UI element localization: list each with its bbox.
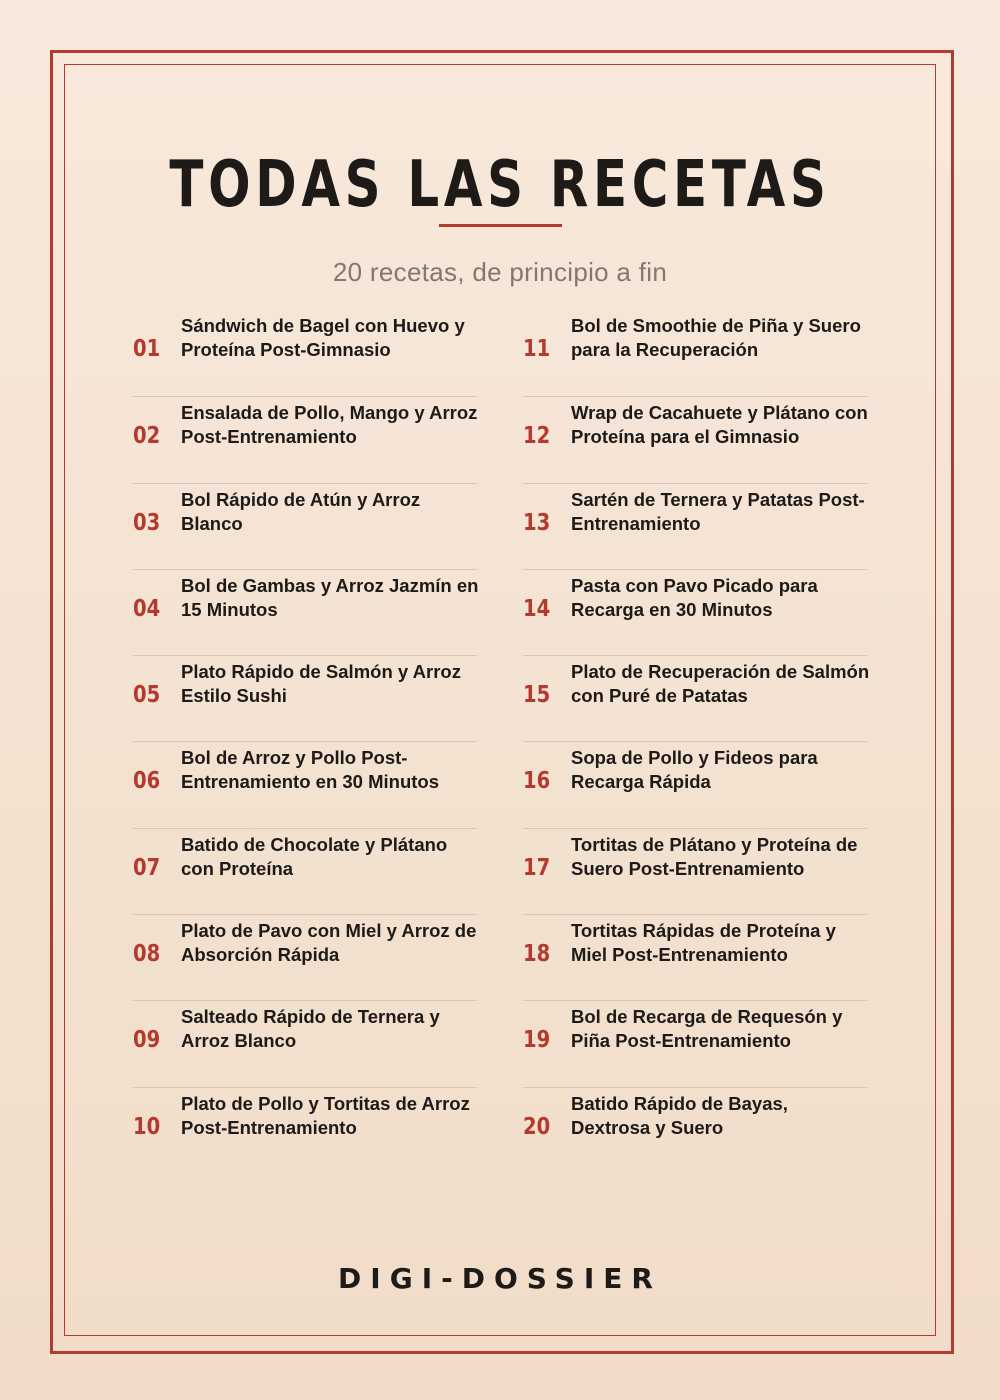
recipe-name: Plato Rápido de Salmón y Arroz Estilo Sushi [181,661,461,707]
recipe-item [523,914,867,1000]
recipe-item [133,483,477,569]
recipe-item [523,828,867,914]
recipe-name: Batido Rápido de Bayas, Dextrosa y Suero [571,1092,788,1138]
recipe-number: 09 [133,1027,161,1054]
recipe-name: Pasta con Pavo Picado para Recarga en 30 Minutos [571,574,818,620]
recipe-number: 05 [133,682,161,709]
recipe-name: Plato de Recuperación de Salmón con Puré de Patatas [571,661,870,707]
recipe-item [523,1087,867,1173]
recipe-item [523,1000,867,1086]
recipe-number: 02 [133,423,161,450]
recipe-number: 10 [133,1113,161,1140]
recipe-number: 13 [523,509,551,536]
recipe-number: 01 [133,336,161,362]
recipe-item [133,1087,477,1173]
recipe-name: Wrap de Cacahuete y Plátano con Proteína para el Gimnasio [571,402,868,448]
recipe-item [523,741,867,827]
recipe-number: 12 [523,423,551,450]
recipe-item [133,569,477,655]
recipe-name: Batido de Chocolate y Plátano con Proteína [181,833,448,879]
recipe-number: 18 [523,941,551,968]
recipe-name: Tortitas Rápidas de Proteína y Miel Post-Entrenamiento [571,920,836,966]
recipe-list-right [523,310,870,1173]
recipe-item [133,741,477,827]
recipe-name: Bol Rápido de Atún y Arroz Blanco [181,488,421,534]
recipe-name: Bol de Arroz y Pollo Post-Entrenamiento en 30 Minutos [181,747,440,793]
brand-footer: DIGI-DOSSIER [338,1262,662,1295]
recipe-name: Plato de Pollo y Tortitas de Arroz Post-Entrenamiento [181,1092,470,1138]
recipe-name: Bol de Gambas y Arroz Jazmín en 15 Minutos [181,574,479,620]
recipe-item [133,396,477,482]
recipe-name: Ensalada de Pollo, Mango y Arroz Post-Entrenamiento [181,402,478,448]
recipe-name: Sándwich de Bagel con Huevo y Proteína Post-Gimnasio [181,315,465,360]
recipe-item [133,914,477,1000]
recipe-item [133,828,477,914]
recipe-number: 03 [133,509,161,536]
recipe-name: Plato de Pavo con Miel y Arroz de Absorción Rápida [181,920,477,966]
recipe-item [523,396,867,482]
recipe-name: Bol de Recarga de Requesón y Piña Post-Entrenamiento [571,1006,843,1052]
recipe-number: 06 [133,768,161,795]
title-underline [439,224,562,227]
recipe-item [523,310,867,396]
recipe-number: 11 [523,336,551,362]
recipe-name: Bol de Smoothie de Piña y Suero para la Recuperación [571,315,861,360]
recipe-number: 14 [523,595,551,622]
recipe-name: Tortitas de Plátano y Proteína de Suero Post-Entrenamiento [571,833,858,879]
recipe-number: 08 [133,941,161,968]
recipe-name: Sopa de Pollo y Fideos para Recarga Rápida [571,747,818,793]
recipe-item [523,483,867,569]
page-title: TODAS LAS RECETAS [169,148,831,222]
recipe-list-left [133,310,477,1173]
recipe-item [133,310,477,396]
recipe-number: 17 [523,854,551,881]
recipe-number: 07 [133,854,161,881]
recipe-number: 15 [523,682,551,709]
recipe-number: 04 [133,595,161,622]
page-subtitle: 20 recetas, de principio a fin [332,257,668,287]
recipe-name: Salteado Rápido de Ternera y Arroz Blanco [181,1006,440,1052]
recipe-item [523,655,870,741]
recipe-item [523,569,867,655]
recipe-item [133,1000,477,1086]
recipe-number: 20 [523,1113,551,1140]
recipe-number: 19 [523,1027,551,1054]
recipe-item [133,655,477,741]
recipe-number: 16 [523,768,551,795]
recipe-name: Sartén de Ternera y Patatas Post-Entrenamiento [571,488,865,534]
